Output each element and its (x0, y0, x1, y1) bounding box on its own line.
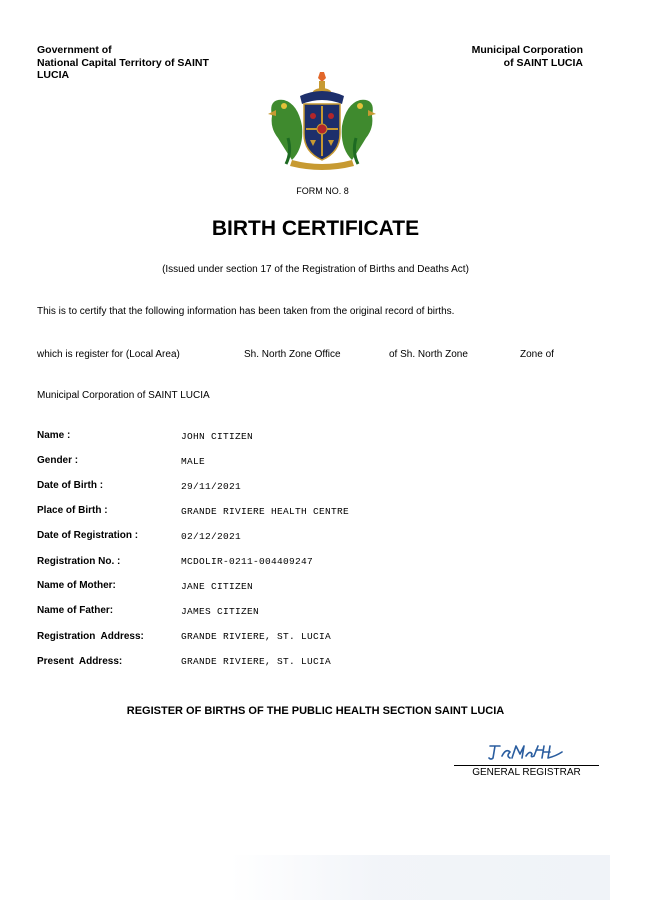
header-municipal (383, 44, 583, 69)
register-line-local-area: which is register for (Local Area) (37, 349, 180, 360)
header-right-line1: Municipal Corporation (471, 44, 583, 56)
present-address-label: Present Address: (37, 656, 123, 667)
register-line-zone: of Sh. North Zone (389, 349, 468, 360)
header-left-line2: National Capital Territory of SAINT (37, 56, 209, 69)
registration-address-label: Registration Address: (37, 631, 144, 642)
date-of-registration-label: Date of Registration : (37, 530, 139, 541)
place-of-birth-label: Place of Birth : (37, 505, 108, 516)
gender-value: MALE (181, 456, 206, 467)
certify-text: This is to certify that the following information has been taken from the original record of births. (37, 306, 455, 317)
date-of-birth-label: Date of Birth : (37, 480, 104, 491)
municipal-line: Municipal Corporation of SAINT LUCIA (37, 390, 210, 401)
registration-number-value: MCDOLIR-0211-004409247 (181, 556, 314, 567)
mother-name-label: Name of Mother: (37, 580, 116, 591)
scan-shadow (230, 855, 610, 900)
register-footer-title: REGISTER OF BIRTHS OF THE PUBLIC HEALTH SECTION SAINT LUCIA (126, 705, 505, 717)
name-value: JOHN CITIZEN (181, 431, 254, 442)
father-name-label: Name of Father: (37, 605, 114, 616)
header-left-line3: LUCIA (37, 69, 70, 81)
date-of-registration-value: 02/12/2021 (181, 531, 242, 542)
father-name-value: JAMES CITIZEN (181, 606, 260, 617)
issued-under-text: (Issued under section 17 of the Registration of Births and Deaths Act) (162, 264, 469, 275)
name-label: Name : (37, 430, 71, 441)
signature-line (454, 765, 599, 766)
gender-label: Gender : (37, 455, 79, 466)
mother-name-value: JANE CITIZEN (181, 581, 254, 592)
registration-number-label: Registration No. : (37, 556, 121, 567)
general-registrar-label: GENERAL REGISTRAR (472, 767, 581, 778)
header-left-line1: Government of (37, 44, 112, 56)
header-government (37, 44, 237, 82)
place-of-birth-value: GRANDE RIVIERE HEALTH CENTRE (181, 506, 350, 517)
signature-image (486, 740, 566, 762)
register-line-zone-of: Zone of (520, 349, 554, 360)
date-of-birth-value: 29/11/2021 (181, 481, 242, 492)
coat-of-arms-icon (262, 68, 382, 172)
page-title: BIRTH CERTIFICATE (211, 217, 420, 240)
form-number: FORM NO. 8 (296, 186, 349, 196)
present-address-value: GRANDE RIVIERE, ST. LUCIA (181, 656, 332, 667)
registration-address-value: GRANDE RIVIERE, ST. LUCIA (181, 631, 332, 642)
register-line-office: Sh. North Zone Office (244, 349, 341, 360)
header-right-line2: of SAINT LUCIA (503, 56, 583, 69)
